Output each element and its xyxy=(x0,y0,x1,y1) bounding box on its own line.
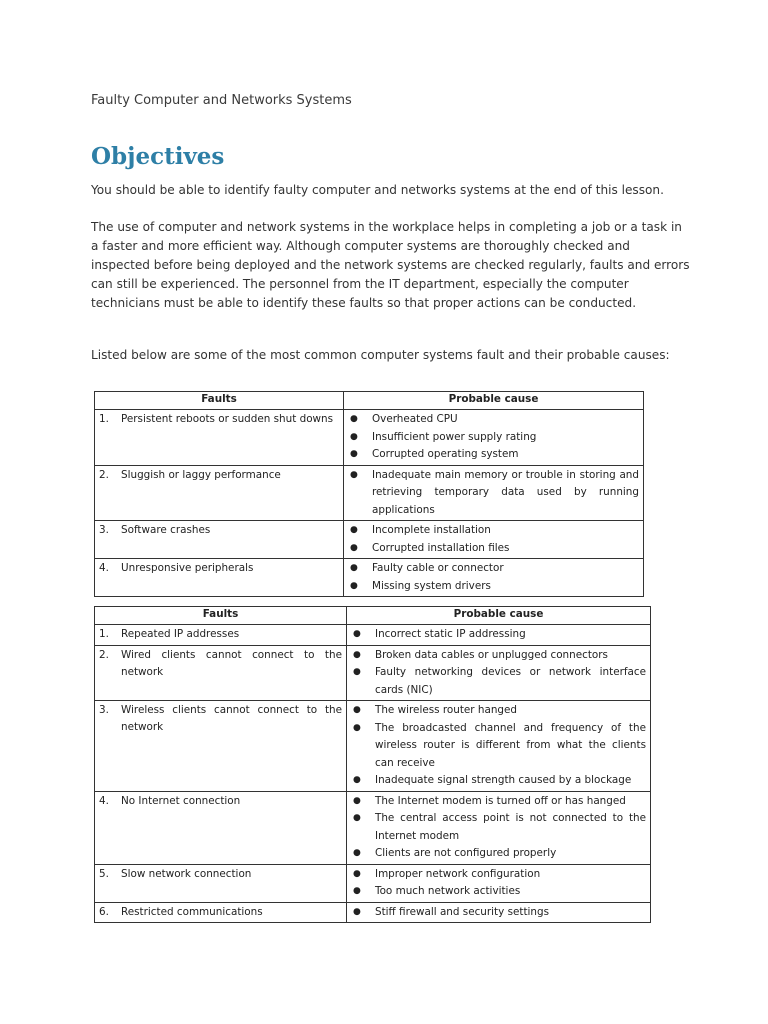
faults-column-header: Faults xyxy=(95,392,344,410)
bullet-icon: ● xyxy=(353,813,361,823)
cause-list xyxy=(351,702,646,790)
fault-cell xyxy=(95,701,347,792)
fault-text: Wireless clients cannot connect to the network xyxy=(121,704,342,733)
fault-number: 3. xyxy=(99,524,109,536)
table-row xyxy=(95,625,651,646)
fault-number: 5. xyxy=(99,867,109,880)
cause-list xyxy=(348,522,639,557)
cause-item xyxy=(348,578,639,596)
table-header-row xyxy=(95,392,644,410)
bullet-icon: ● xyxy=(353,629,361,639)
fault-text: No Internet connection xyxy=(121,794,241,807)
cause-item xyxy=(351,664,646,699)
fault-cell xyxy=(95,465,344,521)
cause-text: Broken data cables or unplugged connectors xyxy=(375,648,608,661)
cause-list xyxy=(348,467,639,520)
bullet-icon: ● xyxy=(353,848,361,858)
fault-cell xyxy=(95,521,344,559)
fault-cell xyxy=(95,625,347,646)
cause-item xyxy=(351,720,646,773)
fault-cell xyxy=(95,864,347,902)
cause-text: Clients are not configured properly xyxy=(375,847,557,859)
bullet-icon: ● xyxy=(350,414,358,424)
fault-cell xyxy=(95,791,347,864)
fault-text: Sluggish or laggy performance xyxy=(121,468,281,481)
cause-item xyxy=(351,647,646,665)
cause-item xyxy=(348,467,639,520)
cause-item xyxy=(351,845,646,863)
cause-cell xyxy=(344,559,644,597)
cause-text: Insufficient power supply rating xyxy=(372,430,537,443)
fault-number: 2. xyxy=(99,468,109,481)
cause-list xyxy=(351,647,646,700)
bullet-icon: ● xyxy=(350,525,358,535)
cause-item xyxy=(348,560,639,578)
cause-item xyxy=(348,446,639,464)
cause-text: Overheated CPU xyxy=(372,413,458,425)
cause-text: Corrupted installation files xyxy=(372,541,510,554)
bullet-icon: ● xyxy=(350,469,358,480)
bullet-icon: ● xyxy=(353,906,361,917)
table-row xyxy=(95,465,644,521)
cause-column-header: Probable cause xyxy=(344,392,644,410)
cause-text: Faulty networking devices or network interface cards (NIC) xyxy=(375,666,646,696)
cause-text: Too much network activities xyxy=(375,885,521,897)
bullet-icon: ● xyxy=(350,542,358,553)
fault-number: 2. xyxy=(99,648,109,661)
cause-cell xyxy=(347,864,651,902)
bullet-icon: ● xyxy=(353,722,361,733)
table-row xyxy=(95,902,651,923)
cause-item xyxy=(348,411,639,429)
cause-text: The Internet modem is turned off or has hanged xyxy=(375,794,626,807)
bullet-icon: ● xyxy=(353,705,361,715)
bullet-icon: ● xyxy=(353,868,361,879)
cause-item xyxy=(351,626,646,644)
cause-text: The wireless router hanged xyxy=(375,704,518,716)
cause-cell xyxy=(344,521,644,559)
cause-item xyxy=(351,702,646,720)
cause-cell xyxy=(347,645,651,701)
fault-cell xyxy=(95,645,347,701)
cause-text: Inadequate signal strength caused by a blockage xyxy=(375,774,632,786)
table-row xyxy=(95,645,651,701)
fault-number: 4. xyxy=(99,562,109,574)
cause-item xyxy=(351,883,646,901)
cause-text: The broadcasted channel and frequency of the wireless router is different from what the clients can receive xyxy=(375,721,646,769)
cause-text: The central access point is not connected to the Internet modem xyxy=(375,812,646,842)
cause-text: Inadequate main memory or trouble in storing and retrieving temporary data used by running applications xyxy=(372,468,639,516)
document-subtitle: Faulty Computer and Networks Systems xyxy=(91,93,352,108)
bullet-icon: ● xyxy=(353,775,361,785)
fault-number: 4. xyxy=(99,794,109,807)
fault-number: 3. xyxy=(99,704,109,716)
cause-list xyxy=(351,793,646,863)
fault-cell xyxy=(95,902,347,923)
cause-item xyxy=(348,522,639,540)
cause-item xyxy=(351,810,646,845)
table-row xyxy=(95,791,651,864)
section-heading: Objectives xyxy=(91,143,225,170)
fault-number: 1. xyxy=(99,628,109,640)
computer-faults-table xyxy=(94,391,644,597)
cause-item xyxy=(348,540,639,558)
objective-paragraph: You should be able to identify faulty computer and networks systems at the end of this lesson. xyxy=(91,183,664,197)
fault-text: Wired clients cannot connect to the network xyxy=(121,648,342,678)
bullet-icon: ● xyxy=(350,431,358,442)
cause-text: Faulty cable or connector xyxy=(372,562,504,574)
fault-text: Unresponsive peripherals xyxy=(121,562,254,574)
faults-column-header: Faults xyxy=(95,607,347,625)
bullet-icon: ● xyxy=(353,667,361,677)
fault-text: Slow network connection xyxy=(121,867,252,880)
bullet-icon: ● xyxy=(353,649,361,660)
table-header-row xyxy=(95,607,651,625)
table-row xyxy=(95,559,644,597)
bullet-icon: ● xyxy=(350,563,358,573)
bullet-icon: ● xyxy=(353,886,361,896)
fault-text: Repeated IP addresses xyxy=(121,628,240,640)
cause-text: Improper network configuration xyxy=(375,867,541,880)
fault-text: Persistent reboots or sudden shut downs xyxy=(121,413,334,425)
table-row xyxy=(95,864,651,902)
cause-cell xyxy=(344,465,644,521)
cause-list xyxy=(348,560,639,595)
cause-text: Incomplete installation xyxy=(372,524,491,536)
intro-paragraph: The use of computer and network systems in the workplace helps in completing a job or a task in a faster and more efficient way. Although computer systems are thoroughly checked and inspected before being deployed and the network systems are checked regularly, faults and errors can still be experienced. The personnel from the IT department, especially the computer technicians must be able to identify these faults so that proper actions can be conducted. xyxy=(91,220,690,310)
cause-list xyxy=(351,626,646,644)
fault-cell xyxy=(95,410,344,466)
cause-cell xyxy=(347,902,651,923)
bullet-icon: ● xyxy=(350,449,358,459)
bullet-icon: ● xyxy=(350,580,358,591)
cause-text: Incorrect static IP addressing xyxy=(375,628,526,640)
cause-item xyxy=(351,866,646,884)
cause-cell xyxy=(347,625,651,646)
cause-item xyxy=(351,772,646,790)
list-intro-paragraph: Listed below are some of the most common computer systems fault and their probable causes: xyxy=(91,348,670,362)
cause-cell xyxy=(344,410,644,466)
cause-text: Stiff firewall and security settings xyxy=(375,905,550,918)
cause-item xyxy=(351,904,646,922)
fault-text: Restricted communications xyxy=(121,905,263,918)
cause-column-header: Probable cause xyxy=(347,607,651,625)
cause-text: Corrupted operating system xyxy=(372,448,519,460)
fault-number: 1. xyxy=(99,413,109,425)
table-row xyxy=(95,521,644,559)
cause-item xyxy=(348,429,639,447)
table-row xyxy=(95,410,644,466)
fault-text: Software crashes xyxy=(121,524,211,536)
cause-list xyxy=(351,866,646,901)
fault-cell xyxy=(95,559,344,597)
cause-cell xyxy=(347,701,651,792)
table-row xyxy=(95,701,651,792)
cause-text: Missing system drivers xyxy=(372,579,491,592)
bullet-icon: ● xyxy=(353,795,361,806)
cause-list xyxy=(351,904,646,922)
cause-item xyxy=(351,793,646,811)
network-faults-table xyxy=(94,606,651,923)
cause-list xyxy=(348,411,639,464)
fault-number: 6. xyxy=(99,905,109,918)
cause-cell xyxy=(347,791,651,864)
